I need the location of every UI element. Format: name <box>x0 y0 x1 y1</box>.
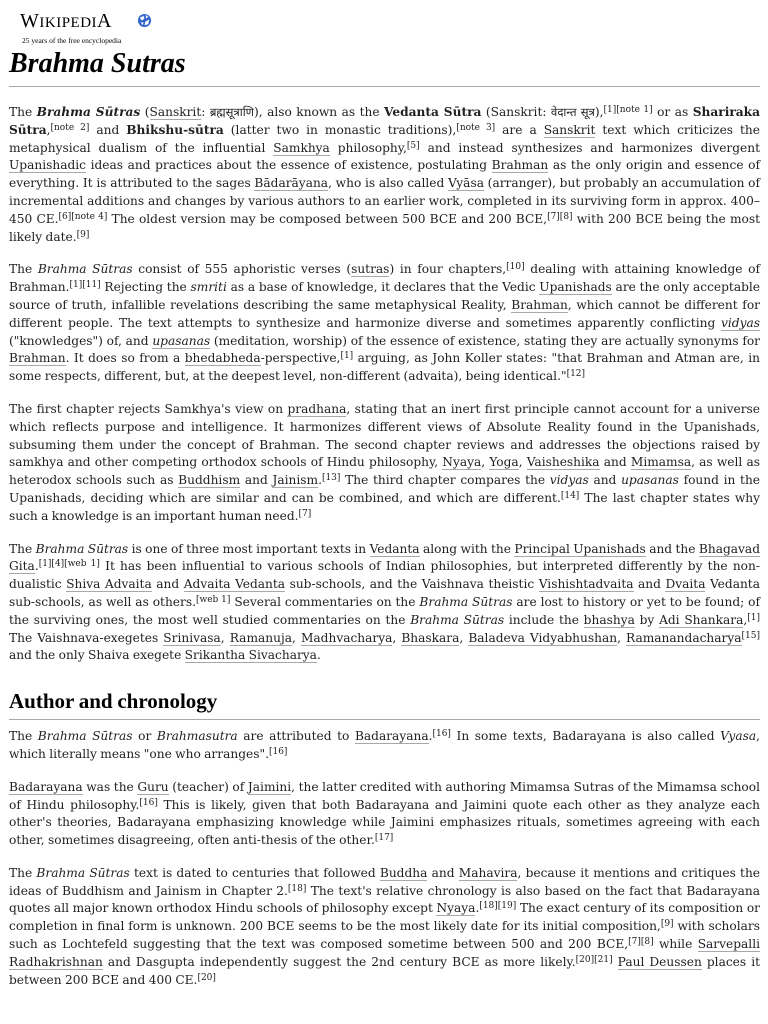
link[interactable]: Vishishtadvaita <box>538 577 634 592</box>
link[interactable]: Samkhya <box>273 140 330 155</box>
link[interactable]: Badarayana <box>354 729 429 744</box>
wikipedia-logo[interactable] <box>20 10 220 50</box>
link[interactable]: Sanskrit <box>543 122 596 137</box>
link[interactable]: Guru <box>137 779 169 794</box>
link[interactable]: Jainism <box>272 473 319 488</box>
paragraph: The first chapter rejects Samkhya's view on pradhana, stating that an inert first principle cannot account for a universe which reflects purpose and intelligence. It harmonizes different views of Absolute Reality found in the Upanishads, subsuming them under the concept of Brahman. The second chapter reviews and addresses the objections raised by samkhya and other competing orthodox schools of Hindu philosophy, Nyaya, Yoga, Vaisheshika and Mimamsa, as well as heterodox schools such as Buddhism and Jainism.[13] The third chapter compares the vidyas and upasanas found in the Upanishads, deciding which are similar and can be combined, and which are different.[14] The last chapter states why such a knowledge is an important human need.[7] <box>9 401 761 523</box>
link[interactable]: Mimamsa <box>630 455 692 470</box>
link[interactable]: Jaimini <box>247 779 292 794</box>
title-divider <box>9 86 760 87</box>
link[interactable]: bhashya <box>583 612 635 627</box>
link[interactable]: Paul Deussen <box>617 954 702 969</box>
link[interactable]: Vaisheshika <box>526 455 600 470</box>
link[interactable]: Vedanta <box>369 541 420 556</box>
link[interactable]: bhedabheda <box>184 351 261 366</box>
link[interactable]: Principal Upanishads <box>514 541 646 556</box>
link[interactable]: Sarvepalli Radhakrishnan <box>9 937 760 969</box>
link[interactable]: Shiva Advaita <box>66 577 152 592</box>
paragraph: Badarayana was the Guru (teacher) of Jaimini, the latter credited with authoring Mimamsa Sutras of the Mimamsa school of Hindu philosophy.[16] This is likely, given that both Badarayana and Jaimini quote each other as they analyze each other's theories, Badarayana emphasizing knowledge while Jaimini emphasizes rituals, sometimes agreeing with each other, sometimes disagreeing, often anti-thesis of the other.[17] <box>9 779 760 848</box>
link[interactable]: Bhagavad Gita <box>9 541 760 574</box>
link[interactable]: Advaita Vedanta <box>183 577 286 592</box>
paragraph: The Brahma Sūtras text is dated to centuries that followed Buddha and Mahavira, because it mentions and critiques the ideas of Buddhism and Jainism in Chapter 2.[18] The text's relative chronology is also based on the fact that Badarayana quotes all major known orthodox Hindu schools of philosophy except Nyaya.[18][19] The exact century of its composition or completion in final form is unknown. 200 BCE seems to be the most likely date for its initial composition,[9] with scholars such as Lochtefeld suggesting that the text was composed sometime between 500 and 200 BCE,[7][8] while Sarvepalli Radhakrishnan and Dasgupta independently suggest the 2nd century BCE as more likely.[20][21] Paul Deussen places it between 200 BCE and 400 CE.[20] <box>9 865 761 987</box>
paragraph: The Brahma Sūtras consist of 555 aphoristic verses (sutras) in four chapters,[10] dealing with attaining knowledge of Brahman.[1][11] Rejecting the smriti as a base of knowledge, it declares that the Vedic Upanishads are the only acceptable source of truth, infallible revelations describing the same metaphysical Reality, Brahman, which cannot be different for different people. The text attempts to synthesize and harmonize diverse and sometimes apparently conflicting vidyas ("knowledges") of, and upasanas (meditation, worship) of the essence of existence, stating they are actually synonyms for Brahman. It does so from a bhedabheda-perspective,[1] arguing, as John Koller states: "that Brahman and Atman are, in some respects, different, but, at the deepest level, non-different (advaita), being identical."[12] <box>9 262 760 384</box>
article-body <box>9 104 760 1004</box>
link[interactable]: Upanishadic <box>9 158 86 173</box>
link[interactable]: upasanas <box>152 333 211 348</box>
link[interactable]: Ramanandacharya <box>626 630 742 645</box>
link[interactable]: Baladeva Vidyabhushan <box>468 630 618 645</box>
link[interactable]: Buddhism <box>178 473 241 488</box>
paragraph: The Brahma Sūtras is one of three most important texts in Vedanta along with the Principal Upanishads and the Bhagavad Gita.[1][4][web 1] It has been influential to various schools of Indian philosophies, but interpreted differently by the non-dualistic Shiva Advaita and Advaita Vedanta sub-schools, and the Vaishnava theistic Vishishtadvaita and Dvaita Vedanta sub-schools, as well as others.[web 1] Several commentaries on the Brahma Sūtras are lost to history or yet to be found; of the surviving ones, the most well studied commentaries on the Brahma Sūtras include the bhashya by Adi Shankara,[1] The Vaishnava-exegetes Srinivasa, Ramanuja, Madhvacharya, Bhaskara, Baladeva Vidyabhushan, Ramanandacharya[15] and the only Shaiva exegete Srikantha Sivacharya. <box>9 541 761 663</box>
paragraph: The Brahma Sūtras or Brahmasutra are attributed to Badarayana.[16] In some texts, Badarayana is also called Vyasa, which literally means "one who arranges".[16] <box>9 729 760 761</box>
link[interactable]: Yoga <box>489 455 519 470</box>
link[interactable]: Bhaskara <box>401 630 460 645</box>
wikipedia-globe-icon <box>137 13 152 28</box>
section-heading-author: Author and chronology <box>9 687 760 720</box>
link[interactable]: Nyaya <box>442 455 482 470</box>
link[interactable]: Badarayana <box>9 779 83 794</box>
link[interactable]: Brahman <box>9 351 66 366</box>
link[interactable]: Adi Shankara <box>659 612 744 627</box>
link[interactable]: Ramanuja <box>229 630 293 645</box>
link[interactable]: Srikantha Sivacharya <box>184 648 317 663</box>
link[interactable]: Srinivasa <box>163 630 221 645</box>
link[interactable]: Bādarāyana <box>254 176 329 191</box>
link[interactable]: Mahavira <box>458 865 518 880</box>
logo-wordmark: WIKIPEDIA <box>20 10 112 32</box>
link[interactable]: pradhana <box>287 401 347 416</box>
page-title: Brahma Sutras <box>9 48 186 79</box>
link[interactable]: Vyāsa <box>447 176 484 191</box>
paragraph: The Brahma Sūtras (Sanskrit: ब्रह्मसूत्राणि), also known as the Vedanta Sūtra (Sanskrit: वेदान्त सूत्र),[1][note 1] or as Shariraka Sūtra,[note 2] and Bhikshu-sūtra (latter two in monastic traditions),[note 3] are a Sanskrit text which criticizes the metaphysical dualism of the influential Samkhya philosophy,[5] and instead synthesizes and harmonizes divergent Upanishadic ideas and practices about the essence of existence, postulating Brahman as the only origin and essence of everything. It is attributed to the sages Bādarāyana, who is also called Vyāsa (arranger), but probably an accumulation of incremental additions and changes by various authors to an earlier work, completed in its surviving form in approx. 400–450 CE.[6][note 4] The oldest version may be composed between 500 BCE and 200 BCE,[7][8] with 200 BCE being the most likely date.[9] <box>9 105 761 244</box>
link[interactable]: vidyas <box>721 315 760 330</box>
link[interactable]: Brahman <box>511 297 568 312</box>
link[interactable]: Madhvacharya <box>300 630 393 645</box>
link[interactable]: Upanishads <box>539 280 612 295</box>
link[interactable]: Nyaya <box>436 901 476 916</box>
link[interactable]: Brahman <box>491 158 549 173</box>
link[interactable]: sutras <box>351 262 390 277</box>
link[interactable]: Sanskrit <box>149 105 202 119</box>
link[interactable]: Dvaita <box>665 577 706 592</box>
link[interactable]: Buddha <box>379 865 428 880</box>
logo-tagline: 25 years of the free encyclopedia <box>22 36 122 45</box>
